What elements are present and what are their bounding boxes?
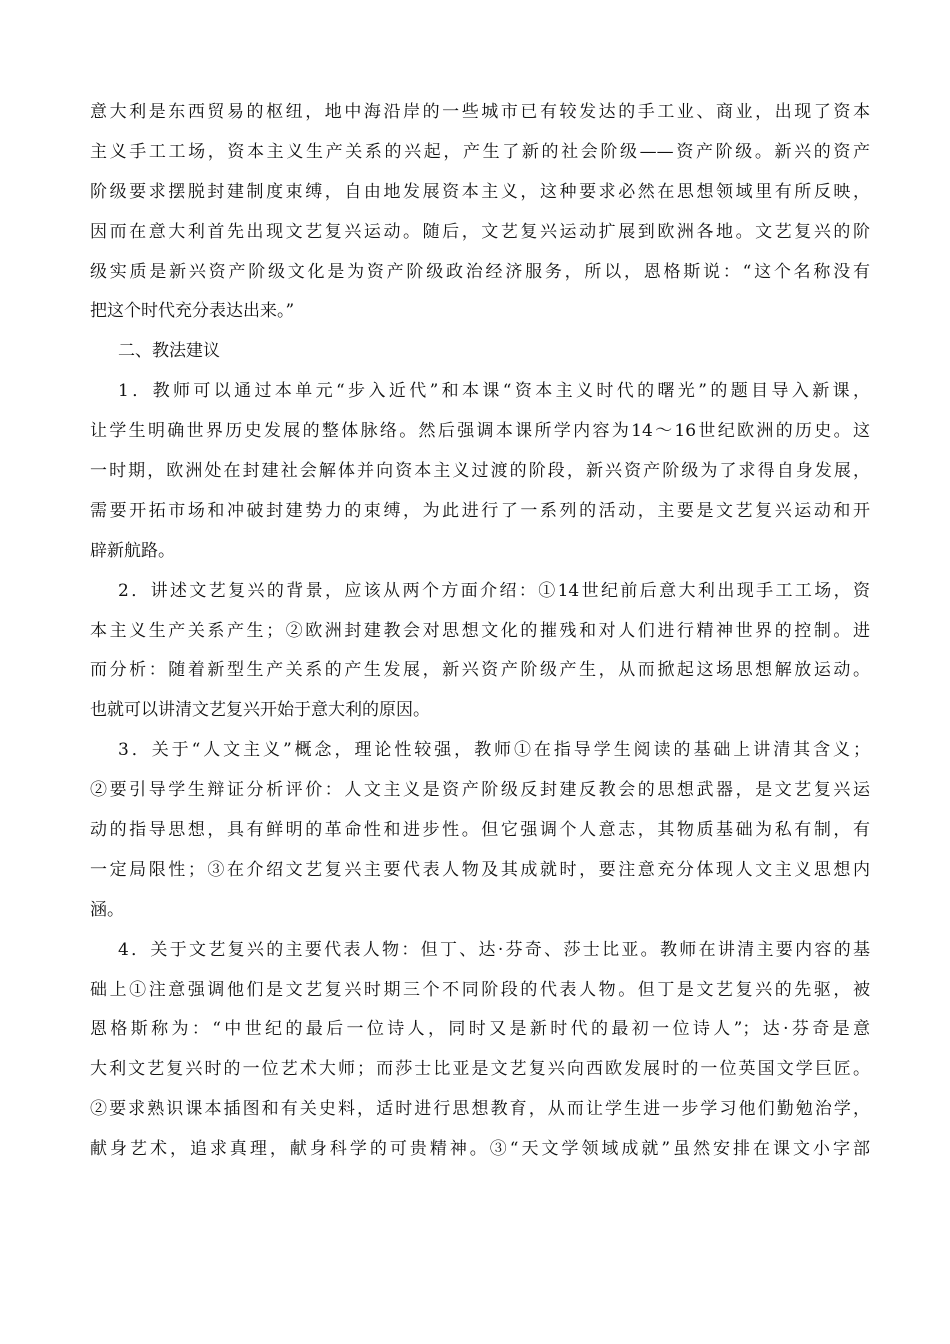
text-line: 1．教师可以通过本单元“步入近代”和本课“资本主义时代的曙光”的题目导入新课， xyxy=(118,381,870,402)
text-line: 大利文艺复兴时的一位艺术大师；而莎士比亚是文艺复兴向西欧发展时的一位英国文学巨匠。 xyxy=(90,1059,870,1080)
text-line: 而分析：随着新型生产关系的产生发展，新兴资产阶级产生，从而掀起这场思想解放运动。 xyxy=(90,660,870,681)
text-line: 动的指导思想，具有鲜明的革命性和进步性。但它强调个人意志，其物质基础为私有制，有 xyxy=(90,820,870,841)
text-line: 一时期，欧洲处在封建社会解体并向资本主义过渡的阶段，新兴资产阶级为了求得自身发展， xyxy=(90,461,870,482)
text-line: 一定局限性；③在介绍文艺复兴主要代表人物及其成就时，要注意充分体现人文主义思想内 xyxy=(90,859,870,880)
text-line: 辟新航路。 xyxy=(90,540,175,561)
text-line: 也就可以讲清文艺复兴开始于意大利的原因。 xyxy=(90,700,430,721)
document-page xyxy=(90,93,870,1170)
text-line: 需要开拓市场和冲破封建势力的束缚，为此进行了一系列的活动，主要是文艺复兴运动和开 xyxy=(90,500,870,521)
text-line: 把这个时代充分表达出来。” xyxy=(90,301,295,322)
text-line: ②要引导学生辩证分析评价：人文主义是资产阶级反封建反教会的思想武器，是文艺复兴运 xyxy=(90,780,870,801)
text-line: 本主义生产关系产生；②欧洲封建教会对思想文化的摧残和对人们进行精神世界的控制。进 xyxy=(90,620,870,641)
text-line: 2．讲述文艺复兴的背景，应该从两个方面介绍：①14世纪前后意大利出现手工工场，资 xyxy=(118,580,870,601)
text-line: ②要求熟识课本插图和有关史料，适时进行思想教育，从而让学生进一步学习他们勤勉治学， xyxy=(90,1099,870,1120)
text-line: 础上①注意强调他们是文艺复兴时期三个不同阶段的代表人物。但丁是文艺复兴的先驱，被 xyxy=(90,979,870,1000)
text-line: 因而在意大利首先出现文艺复兴运动。随后，文艺复兴运动扩展到欧洲各地。文艺复兴的阶 xyxy=(90,221,870,242)
text-line: 让学生明确世界历史发展的整体脉络。然后强调本课所学内容为14～16世纪欧洲的历史。这 xyxy=(90,421,870,442)
text-line: 恩格斯称为：“中世纪的最后一位诗人，同时又是新时代的最初一位诗人”；达·芬奇是意 xyxy=(90,1019,870,1040)
text-line: 3．关于“人文主义”概念，理论性较强，教师①在指导学生阅读的基础上讲清其含义； xyxy=(118,740,870,761)
text-line: 涵。 xyxy=(90,899,124,920)
text-line: 级实质是新兴资产阶级文化是为资产阶级政治经济服务，所以，恩格斯说：“这个名称没有 xyxy=(90,261,870,282)
text-line: 主义手工工场，资本主义生产关系的兴起，产生了新的社会阶级——资产阶级。新兴的资产 xyxy=(90,141,870,162)
text-line: 献身艺术，追求真理，献身科学的可贵精神。③“天文学领域成就”虽然安排在课文小字部 xyxy=(90,1139,870,1160)
text-line: 4．关于文艺复兴的主要代表人物：但丁、达·芬奇、莎士比亚。教师在讲清主要内容的基 xyxy=(118,939,870,960)
text-line: 阶级要求摆脱封建制度束缚，自由地发展资本主义，这种要求必然在思想领域里有所反映， xyxy=(90,181,870,202)
section-heading: 二、教法建议 xyxy=(118,341,220,362)
text-line: 意大利是东西贸易的枢纽，地中海沿岸的一些城市已有较发达的手工业、商业，出现了资本 xyxy=(90,102,870,122)
